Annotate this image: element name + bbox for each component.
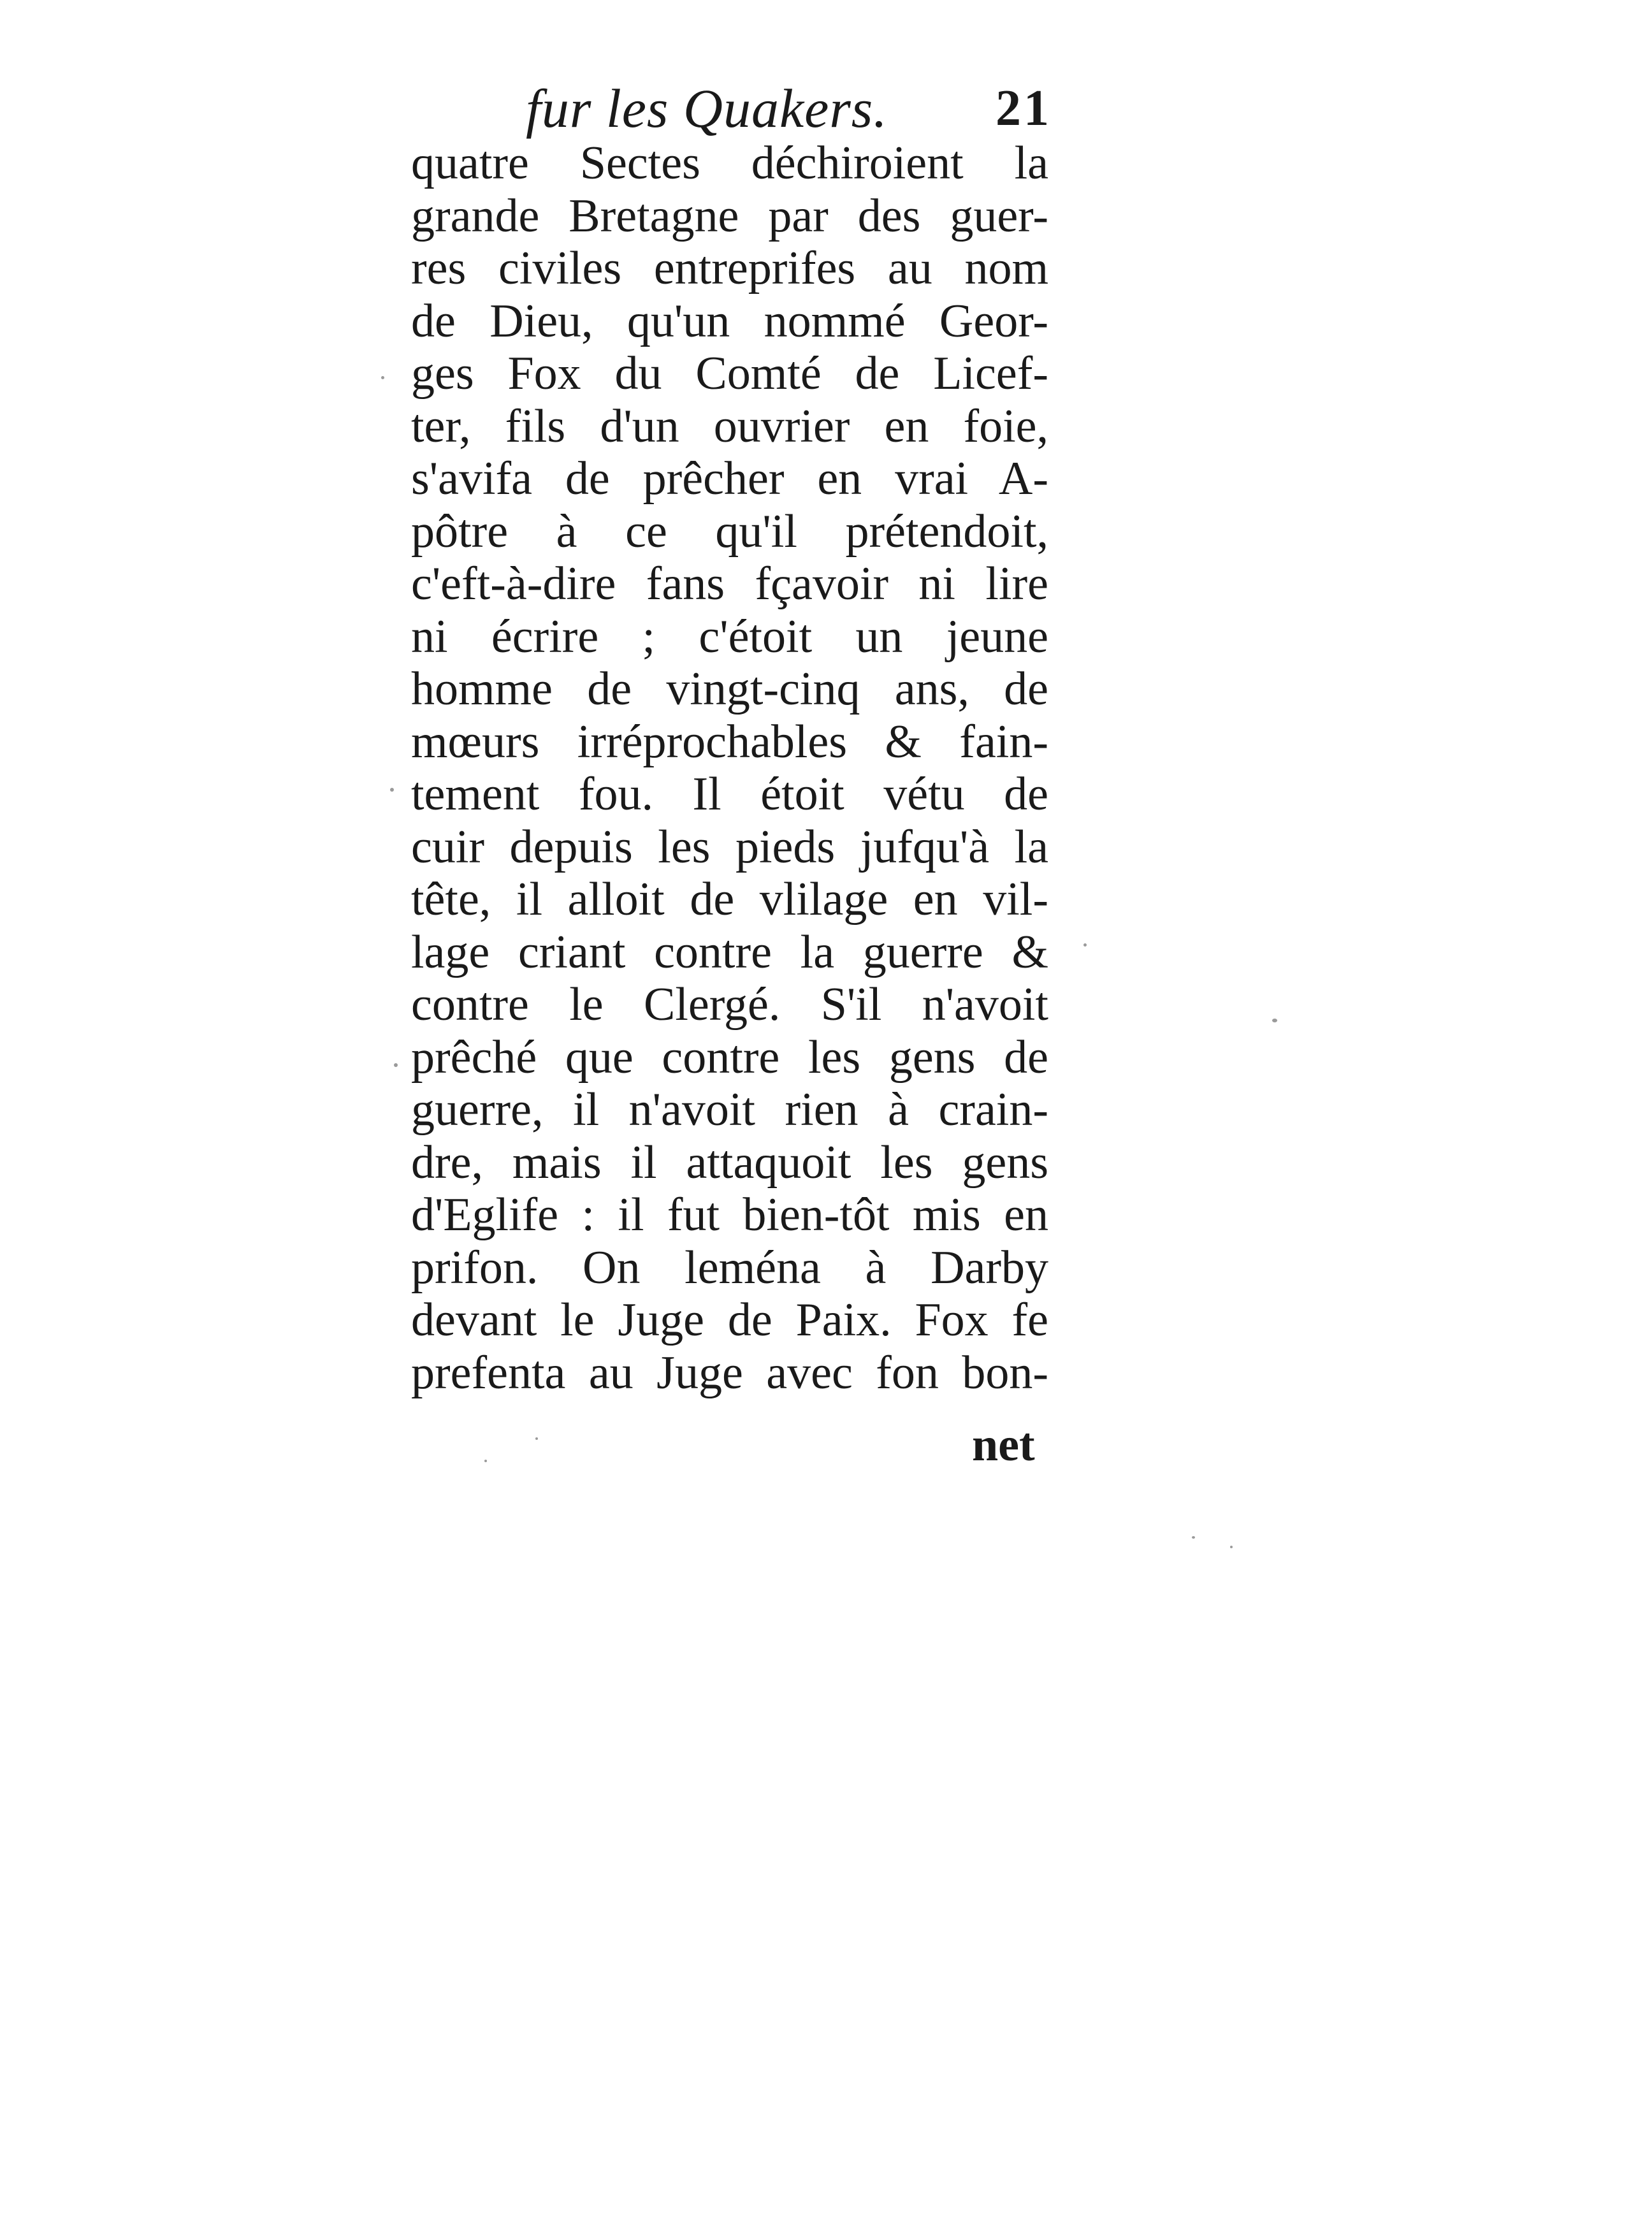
text-line: prefenta au Juge avec fon bon- (411, 1346, 1048, 1399)
paper-speck (1192, 1536, 1195, 1539)
text-line: ges Fox du Comté de Licef- (411, 347, 1048, 400)
text-line: contre le Clergé. S'il n'avoit (411, 978, 1048, 1031)
text-line: d'Eglife : il fut bien-tôt mis en (411, 1189, 1048, 1241)
text-line: pôtre à ce qu'il prétendoit, (411, 505, 1048, 558)
text-line: ni écrire ; c'étoit un jeune (411, 610, 1048, 663)
paper-speck (381, 376, 384, 379)
paper-speck (1083, 943, 1087, 947)
paper-speck (535, 1437, 538, 1440)
text-line: homme de vingt-cinq ans, de (411, 663, 1048, 715)
paper-speck (484, 1460, 487, 1462)
text-line: de Dieu, qu'un nommé Geor- (411, 294, 1048, 347)
text-line: guerre, il n'avoit rien à crain- (411, 1084, 1048, 1136)
page-number: 21 (996, 80, 1052, 136)
text-line: quatre Sectes déchiroient la (411, 137, 1048, 189)
text-line: cuir depuis les pieds jufqu'à la (411, 820, 1048, 873)
text-line: prêché que contre les gens de (411, 1031, 1048, 1084)
text-line: c'eft-à-dire fans fçavoir ni lire (411, 558, 1048, 610)
text-line: res civiles entreprifes au nom (411, 242, 1048, 294)
text-line: prifon. On leména à Darby (411, 1241, 1048, 1294)
paper-speck (1272, 1019, 1277, 1022)
paper-speck (394, 1063, 398, 1067)
text-line: lage criant contre la guerre & (411, 926, 1048, 978)
paper-speck (390, 788, 394, 792)
text-line: s'avifa de prêcher en vrai A- (411, 453, 1048, 505)
text-line: ter, fils d'un ouvrier en foie, (411, 400, 1048, 453)
text-line: tement fou. Il étoit vétu de (411, 768, 1048, 820)
text-line: devant le Juge de Paix. Fox fe (411, 1294, 1048, 1346)
text-line: tête, il alloit de vlilage en vil- (411, 873, 1048, 926)
text-line: grande Bretagne par des guer- (411, 189, 1048, 242)
text-line: dre, mais il attaquoit les gens (411, 1136, 1048, 1189)
text-line: mœurs irréprochables & fain- (411, 715, 1048, 768)
body-text (411, 137, 1048, 1399)
catchword: net (972, 1419, 1035, 1471)
running-title: fur les Quakers. (526, 78, 888, 139)
paper-speck (1230, 1546, 1233, 1548)
running-head (414, 73, 1052, 143)
